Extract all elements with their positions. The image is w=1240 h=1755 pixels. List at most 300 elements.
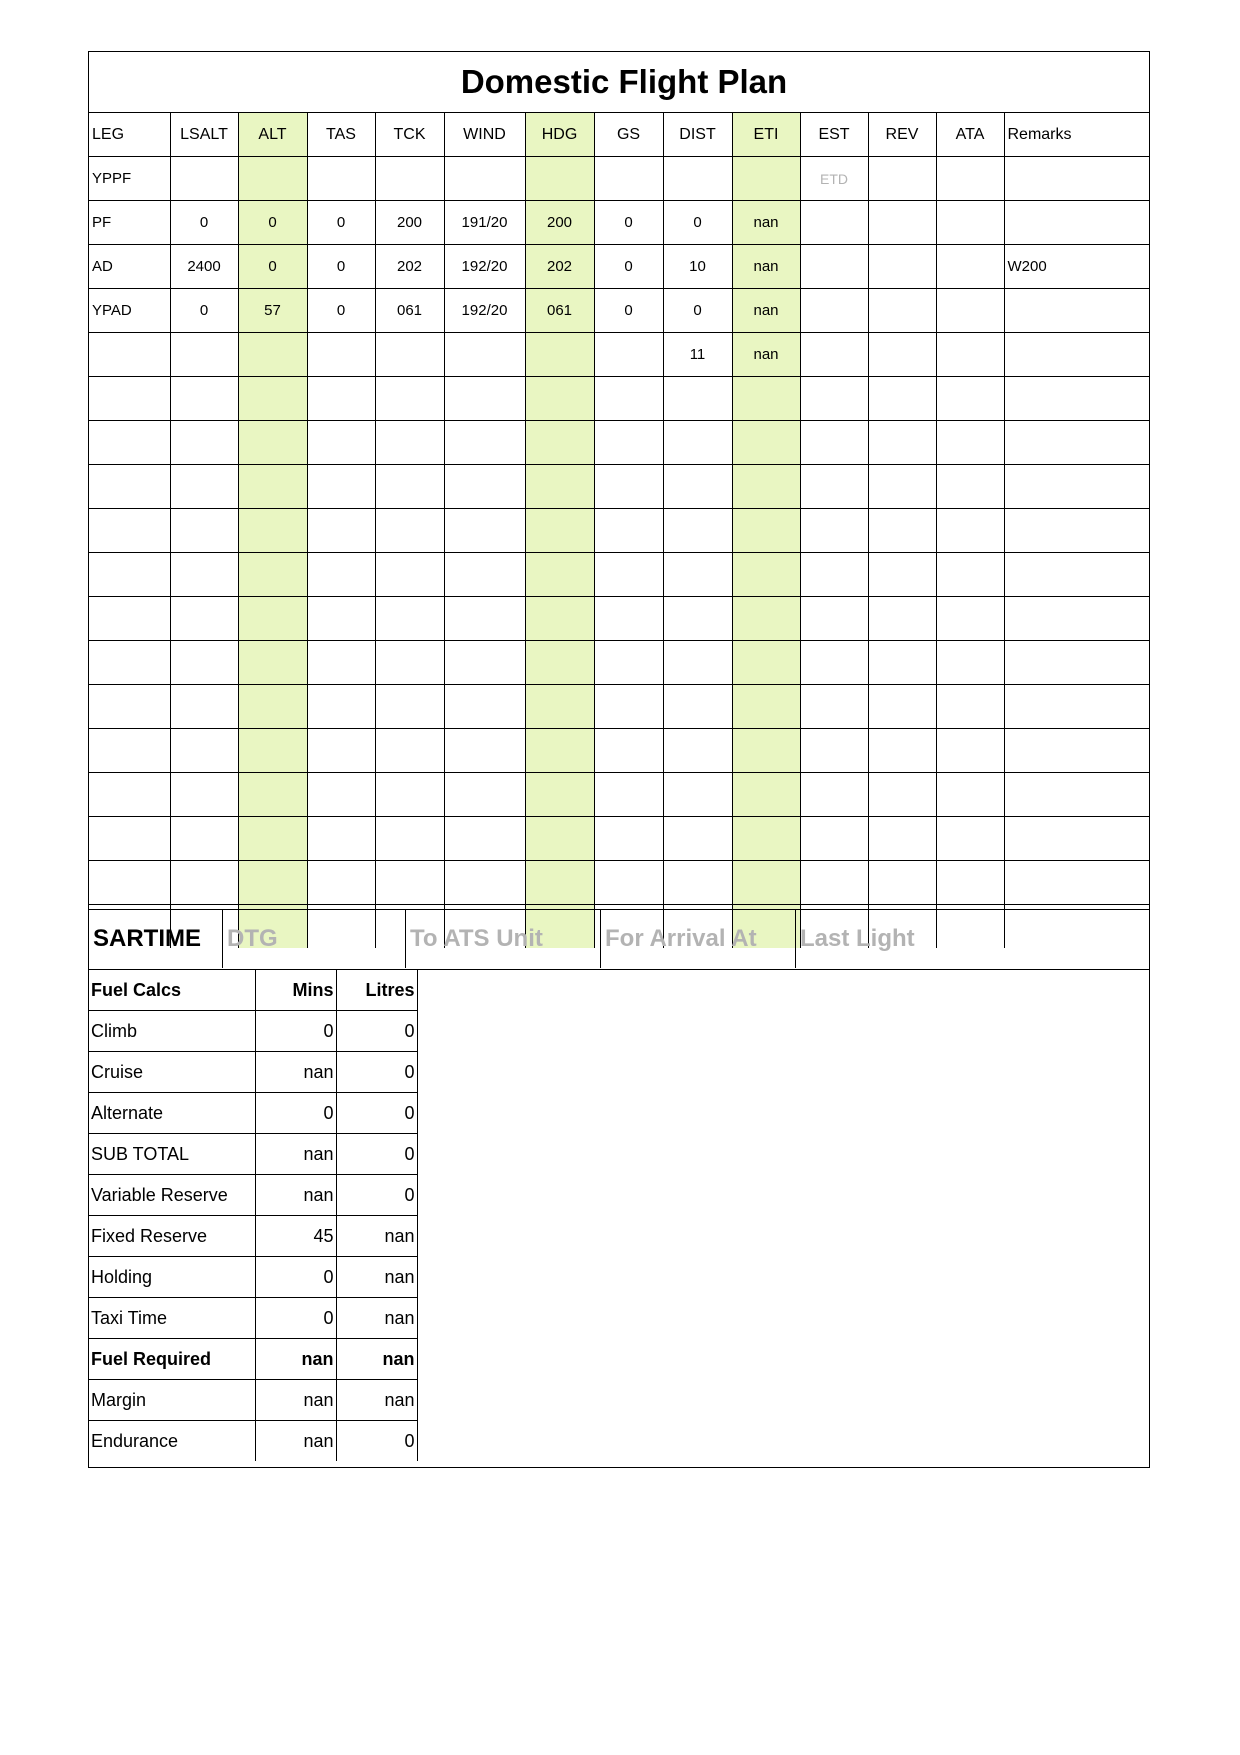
leg-cell[interactable]: [800, 333, 868, 377]
leg-cell[interactable]: [800, 465, 868, 509]
leg-cell[interactable]: [375, 157, 444, 201]
leg-cell[interactable]: [238, 641, 307, 685]
leg-cell[interactable]: [732, 157, 800, 201]
leg-cell[interactable]: [444, 509, 525, 553]
leg-cell[interactable]: [238, 377, 307, 421]
leg-cell[interactable]: [868, 773, 936, 817]
fuel-value[interactable]: nan: [336, 1216, 417, 1257]
leg-cell[interactable]: W200: [1004, 245, 1149, 289]
leg-cell[interactable]: [307, 685, 375, 729]
leg-cell[interactable]: [170, 465, 238, 509]
leg-cell[interactable]: [238, 597, 307, 641]
leg-cell[interactable]: [1004, 157, 1149, 201]
fuel-value[interactable]: nan: [255, 1339, 336, 1380]
leg-cell[interactable]: [525, 817, 594, 861]
leg-row: [89, 597, 1149, 641]
leg-cell[interactable]: [89, 553, 170, 597]
leg-cell[interactable]: [525, 641, 594, 685]
fuel-value[interactable]: nan: [255, 1380, 336, 1421]
leg-cell[interactable]: [307, 641, 375, 685]
leg-cell[interactable]: [732, 377, 800, 421]
leg-row: [89, 333, 1149, 377]
leg-cell[interactable]: [1004, 333, 1149, 377]
leg-cell[interactable]: [936, 157, 1004, 201]
fuel-row: [89, 1421, 417, 1462]
fuel-value[interactable]: nan: [255, 1421, 336, 1462]
fuel-value[interactable]: 45: [255, 1216, 336, 1257]
leg-cell[interactable]: 0: [307, 201, 375, 245]
leg-cell[interactable]: [800, 509, 868, 553]
fuel-value[interactable]: 0: [336, 1011, 417, 1052]
leg-cell[interactable]: [444, 817, 525, 861]
leg-cell[interactable]: [594, 597, 663, 641]
leg-cell[interactable]: 0: [663, 289, 732, 333]
leg-row: [89, 201, 1149, 245]
leg-cell[interactable]: [444, 333, 525, 377]
leg-cell[interactable]: [307, 597, 375, 641]
leg-cell[interactable]: [868, 421, 936, 465]
leg-cell[interactable]: [1004, 201, 1149, 245]
fuel-value[interactable]: nan: [336, 1380, 417, 1421]
leg-cell[interactable]: 191/20: [444, 201, 525, 245]
leg-cell[interactable]: ETD: [800, 157, 868, 201]
leg-cell[interactable]: [444, 465, 525, 509]
leg-cell[interactable]: [307, 333, 375, 377]
column-header: TCK: [375, 113, 444, 157]
leg-cell[interactable]: [663, 597, 732, 641]
leg-cell[interactable]: [170, 157, 238, 201]
leg-cell[interactable]: [238, 773, 307, 817]
leg-cell[interactable]: [594, 773, 663, 817]
leg-cell[interactable]: [444, 377, 525, 421]
leg-cell[interactable]: [444, 729, 525, 773]
leg-cell[interactable]: [238, 861, 307, 905]
leg-cell[interactable]: [868, 157, 936, 201]
leg-cell[interactable]: 0: [238, 245, 307, 289]
leg-cell[interactable]: [800, 685, 868, 729]
ats-unit-field[interactable]: To ATS Unit: [406, 910, 601, 968]
leg-cell[interactable]: [170, 553, 238, 597]
fuel-calcs-table: [89, 970, 418, 1461]
leg-cell[interactable]: [800, 729, 868, 773]
leg-cell[interactable]: nan: [732, 289, 800, 333]
leg-cell[interactable]: nan: [732, 201, 800, 245]
fuel-value[interactable]: nan: [255, 1134, 336, 1175]
leg-cell[interactable]: [170, 377, 238, 421]
leg-cell[interactable]: [525, 685, 594, 729]
fuel-label: SUB TOTAL: [89, 1134, 255, 1175]
leg-cell[interactable]: [868, 289, 936, 333]
leg-cell[interactable]: [594, 817, 663, 861]
leg-cell[interactable]: [525, 333, 594, 377]
leg-cell[interactable]: [936, 817, 1004, 861]
leg-cell[interactable]: [375, 729, 444, 773]
leg-cell[interactable]: [663, 641, 732, 685]
leg-cell[interactable]: [1004, 421, 1149, 465]
leg-cell[interactable]: 061: [375, 289, 444, 333]
column-header: ALT: [238, 113, 307, 157]
leg-cell[interactable]: 192/20: [444, 289, 525, 333]
leg-cell[interactable]: [868, 685, 936, 729]
leg-cell[interactable]: [732, 729, 800, 773]
leg-cell[interactable]: [868, 641, 936, 685]
leg-cell[interactable]: [732, 509, 800, 553]
last-light-field[interactable]: Last Light: [800, 925, 915, 952]
leg-cell[interactable]: [868, 377, 936, 421]
leg-cell[interactable]: [375, 817, 444, 861]
leg-cell[interactable]: [170, 333, 238, 377]
leg-cell[interactable]: [307, 421, 375, 465]
leg-cell[interactable]: [868, 509, 936, 553]
leg-row: [89, 641, 1149, 685]
leg-cell[interactable]: 200: [375, 201, 444, 245]
leg-cell[interactable]: [800, 289, 868, 333]
fuel-value[interactable]: 0: [336, 1421, 417, 1462]
fuel-label: Alternate: [89, 1093, 255, 1134]
leg-cell[interactable]: [238, 333, 307, 377]
leg-cell[interactable]: [444, 773, 525, 817]
fuel-label: Variable Reserve: [89, 1175, 255, 1216]
leg-cell[interactable]: [525, 597, 594, 641]
leg-cell[interactable]: [170, 861, 238, 905]
leg-cell[interactable]: [936, 729, 1004, 773]
leg-cell[interactable]: 061: [525, 289, 594, 333]
leg-cell[interactable]: [307, 553, 375, 597]
leg-row: [89, 685, 1149, 729]
column-header: HDG: [525, 113, 594, 157]
leg-cell[interactable]: [1004, 685, 1149, 729]
leg-cell[interactable]: [375, 597, 444, 641]
leg-cell[interactable]: [868, 729, 936, 773]
leg-cell[interactable]: [594, 685, 663, 729]
fuel-row: [89, 1011, 417, 1052]
leg-cell[interactable]: [89, 641, 170, 685]
leg-cell[interactable]: 0: [594, 289, 663, 333]
leg-cell[interactable]: [444, 861, 525, 905]
leg-cell[interactable]: [170, 421, 238, 465]
column-header: ATA: [936, 113, 1004, 157]
leg-cell[interactable]: [663, 817, 732, 861]
leg-cell[interactable]: [732, 421, 800, 465]
leg-cell[interactable]: 0: [170, 201, 238, 245]
leg-cell[interactable]: [663, 685, 732, 729]
leg-cell[interactable]: [868, 597, 936, 641]
fuel-row: [89, 1052, 417, 1093]
leg-cell[interactable]: [800, 245, 868, 289]
leg-cell[interactable]: [594, 729, 663, 773]
leg-cell[interactable]: [936, 597, 1004, 641]
leg-row: [89, 773, 1149, 817]
fuel-header-row: [89, 970, 417, 1011]
leg-cell[interactable]: [307, 509, 375, 553]
leg-cell[interactable]: [170, 773, 238, 817]
leg-cell[interactable]: 0: [663, 201, 732, 245]
leg-cell[interactable]: [732, 817, 800, 861]
leg-cell[interactable]: [1004, 773, 1149, 817]
fuel-value[interactable]: nan: [255, 1175, 336, 1216]
leg-cell[interactable]: [594, 553, 663, 597]
leg-cell[interactable]: nan: [732, 333, 800, 377]
fuel-row: [89, 1380, 417, 1421]
leg-cell[interactable]: [375, 377, 444, 421]
leg-cell[interactable]: [936, 465, 1004, 509]
leg-cell[interactable]: YPAD: [89, 289, 170, 333]
leg-cell[interactable]: [1004, 377, 1149, 421]
fuel-value[interactable]: nan: [336, 1257, 417, 1298]
leg-cell[interactable]: [663, 465, 732, 509]
leg-cell[interactable]: [800, 817, 868, 861]
leg-cell[interactable]: [594, 861, 663, 905]
leg-cell[interactable]: [936, 245, 1004, 289]
leg-cell[interactable]: [800, 641, 868, 685]
leg-cell[interactable]: [375, 861, 444, 905]
leg-cell[interactable]: [375, 773, 444, 817]
leg-cell[interactable]: [1004, 553, 1149, 597]
fuel-value[interactable]: 0: [255, 1093, 336, 1134]
leg-cell[interactable]: 0: [594, 245, 663, 289]
leg-cell[interactable]: 0: [238, 201, 307, 245]
leg-cell[interactable]: [525, 861, 594, 905]
leg-cell[interactable]: 200: [525, 201, 594, 245]
leg-cell[interactable]: [307, 773, 375, 817]
leg-cell[interactable]: [89, 465, 170, 509]
leg-cell[interactable]: [800, 773, 868, 817]
column-header: ETI: [732, 113, 800, 157]
leg-cell[interactable]: 57: [238, 289, 307, 333]
leg-cell[interactable]: [307, 465, 375, 509]
leg-cell[interactable]: [375, 553, 444, 597]
leg-cell[interactable]: [663, 509, 732, 553]
fuel-label: Cruise: [89, 1052, 255, 1093]
leg-cell[interactable]: 11: [663, 333, 732, 377]
fuel-value[interactable]: 0: [336, 1093, 417, 1134]
sartime-bar: [89, 909, 1149, 970]
dtg-field[interactable]: DTG: [223, 910, 406, 968]
flight-plan-sheet: [88, 51, 1150, 1468]
leg-cell[interactable]: [89, 421, 170, 465]
leg-cell[interactable]: [594, 509, 663, 553]
leg-cell[interactable]: [1004, 861, 1149, 905]
leg-cell[interactable]: [594, 421, 663, 465]
leg-row: [89, 377, 1149, 421]
leg-cell[interactable]: [594, 157, 663, 201]
fuel-header: Mins: [255, 970, 336, 1011]
leg-cell[interactable]: [594, 377, 663, 421]
leg-cell[interactable]: [800, 377, 868, 421]
leg-cell[interactable]: [89, 773, 170, 817]
leg-cell[interactable]: [89, 817, 170, 861]
leg-cell[interactable]: [936, 641, 1004, 685]
leg-cell[interactable]: 0: [594, 201, 663, 245]
leg-cell[interactable]: [800, 861, 868, 905]
leg-cell[interactable]: [1004, 597, 1149, 641]
leg-cell[interactable]: [663, 553, 732, 597]
column-header: DIST: [663, 113, 732, 157]
leg-cell[interactable]: [732, 597, 800, 641]
leg-cell[interactable]: [732, 773, 800, 817]
leg-cell[interactable]: [525, 157, 594, 201]
leg-cell[interactable]: [868, 553, 936, 597]
leg-cell[interactable]: [868, 861, 936, 905]
leg-cell[interactable]: [238, 465, 307, 509]
leg-cell[interactable]: [663, 157, 732, 201]
leg-row: [89, 289, 1149, 333]
leg-cell[interactable]: 0: [307, 289, 375, 333]
leg-cell[interactable]: [307, 729, 375, 773]
leg-cell[interactable]: [170, 597, 238, 641]
fuel-value[interactable]: 0: [336, 1134, 417, 1175]
leg-cell[interactable]: [800, 597, 868, 641]
leg-cell[interactable]: [238, 685, 307, 729]
leg-cell[interactable]: [238, 157, 307, 201]
leg-cell[interactable]: [375, 333, 444, 377]
leg-cell[interactable]: [525, 729, 594, 773]
leg-cell[interactable]: [238, 817, 307, 861]
leg-cell[interactable]: [868, 465, 936, 509]
leg-cell[interactable]: [170, 817, 238, 861]
leg-cell[interactable]: [525, 773, 594, 817]
leg-cell[interactable]: [307, 817, 375, 861]
leg-cell[interactable]: [868, 817, 936, 861]
leg-cell[interactable]: [307, 861, 375, 905]
leg-cell[interactable]: [594, 641, 663, 685]
leg-cell[interactable]: 202: [525, 245, 594, 289]
leg-cell[interactable]: [936, 421, 1004, 465]
leg-cell[interactable]: 192/20: [444, 245, 525, 289]
leg-cell[interactable]: [732, 465, 800, 509]
leg-cell[interactable]: [170, 685, 238, 729]
leg-cell[interactable]: [238, 421, 307, 465]
fuel-value[interactable]: 0: [255, 1298, 336, 1339]
leg-cell[interactable]: [936, 685, 1004, 729]
leg-cell[interactable]: [800, 421, 868, 465]
leg-cell[interactable]: [444, 685, 525, 729]
leg-cell[interactable]: [936, 773, 1004, 817]
leg-cell[interactable]: [732, 641, 800, 685]
leg-cell[interactable]: [444, 421, 525, 465]
arrival-field[interactable]: For Arrival At: [601, 910, 796, 968]
leg-cell[interactable]: [307, 157, 375, 201]
leg-cell[interactable]: [1004, 817, 1149, 861]
leg-cell[interactable]: [936, 553, 1004, 597]
fuel-header: Litres: [336, 970, 417, 1011]
leg-cell[interactable]: [800, 553, 868, 597]
leg-cell[interactable]: [732, 553, 800, 597]
fuel-value[interactable]: 0: [336, 1052, 417, 1093]
leg-cell[interactable]: [170, 729, 238, 773]
leg-cell[interactable]: [936, 509, 1004, 553]
column-header: LEG: [89, 113, 170, 157]
leg-cell[interactable]: [238, 729, 307, 773]
leg-cell[interactable]: PF: [89, 201, 170, 245]
leg-cell[interactable]: [663, 861, 732, 905]
leg-cell[interactable]: 202: [375, 245, 444, 289]
column-header: Remarks: [1004, 113, 1149, 157]
leg-cell[interactable]: [1004, 509, 1149, 553]
leg-cell[interactable]: [663, 729, 732, 773]
leg-cell[interactable]: [238, 553, 307, 597]
leg-row: [89, 861, 1149, 905]
leg-cell[interactable]: [525, 509, 594, 553]
leg-cell[interactable]: [170, 509, 238, 553]
leg-cell[interactable]: [170, 641, 238, 685]
fuel-value[interactable]: 0: [336, 1175, 417, 1216]
leg-cell[interactable]: [525, 553, 594, 597]
leg-cell[interactable]: [238, 509, 307, 553]
leg-cell[interactable]: [1004, 289, 1149, 333]
leg-cell[interactable]: [594, 465, 663, 509]
leg-cell[interactable]: [375, 509, 444, 553]
leg-cell[interactable]: nan: [732, 245, 800, 289]
leg-cell[interactable]: [525, 465, 594, 509]
leg-cell[interactable]: [936, 201, 1004, 245]
leg-cell[interactable]: 0: [307, 245, 375, 289]
leg-cell[interactable]: AD: [89, 245, 170, 289]
leg-cell[interactable]: [936, 377, 1004, 421]
leg-cell[interactable]: [444, 597, 525, 641]
leg-cell[interactable]: [375, 465, 444, 509]
leg-cell[interactable]: [936, 861, 1004, 905]
leg-cell[interactable]: [89, 729, 170, 773]
leg-cell[interactable]: [444, 641, 525, 685]
leg-cell[interactable]: [1004, 641, 1149, 685]
leg-cell[interactable]: [89, 377, 170, 421]
leg-cell[interactable]: 0: [170, 289, 238, 333]
leg-cell[interactable]: [1004, 465, 1149, 509]
leg-cell[interactable]: [375, 641, 444, 685]
leg-cell[interactable]: [89, 685, 170, 729]
leg-cell[interactable]: 2400: [170, 245, 238, 289]
fuel-row: [89, 1257, 417, 1298]
fuel-value[interactable]: nan: [336, 1298, 417, 1339]
leg-cell[interactable]: [525, 377, 594, 421]
leg-cell[interactable]: [89, 333, 170, 377]
leg-cell[interactable]: [89, 509, 170, 553]
fuel-value[interactable]: nan: [336, 1339, 417, 1380]
leg-cell[interactable]: [732, 685, 800, 729]
fuel-value[interactable]: 0: [255, 1011, 336, 1052]
leg-cell[interactable]: [1004, 729, 1149, 773]
leg-cell[interactable]: [663, 377, 732, 421]
leg-row: [89, 509, 1149, 553]
leg-cell[interactable]: [594, 333, 663, 377]
fuel-value[interactable]: nan: [255, 1052, 336, 1093]
leg-cell[interactable]: [525, 421, 594, 465]
leg-cell[interactable]: 10: [663, 245, 732, 289]
leg-cell[interactable]: [444, 553, 525, 597]
fuel-value[interactable]: 0: [255, 1257, 336, 1298]
leg-cell[interactable]: [936, 333, 1004, 377]
leg-cell[interactable]: [89, 861, 170, 905]
leg-cell[interactable]: [800, 201, 868, 245]
leg-cell[interactable]: [868, 245, 936, 289]
leg-cell[interactable]: [732, 861, 800, 905]
leg-cell[interactable]: [868, 201, 936, 245]
leg-cell[interactable]: [89, 597, 170, 641]
leg-cell[interactable]: [375, 685, 444, 729]
leg-cell[interactable]: [444, 157, 525, 201]
leg-cell[interactable]: [936, 289, 1004, 333]
leg-cell[interactable]: [663, 421, 732, 465]
fuel-label: Fuel Required: [89, 1339, 255, 1380]
fuel-label: Holding: [89, 1257, 255, 1298]
leg-cell[interactable]: [663, 773, 732, 817]
leg-cell[interactable]: [307, 377, 375, 421]
leg-cell[interactable]: [375, 421, 444, 465]
leg-cell[interactable]: [868, 333, 936, 377]
legs-header-row: [89, 113, 1149, 157]
leg-cell[interactable]: YPPF: [89, 157, 170, 201]
